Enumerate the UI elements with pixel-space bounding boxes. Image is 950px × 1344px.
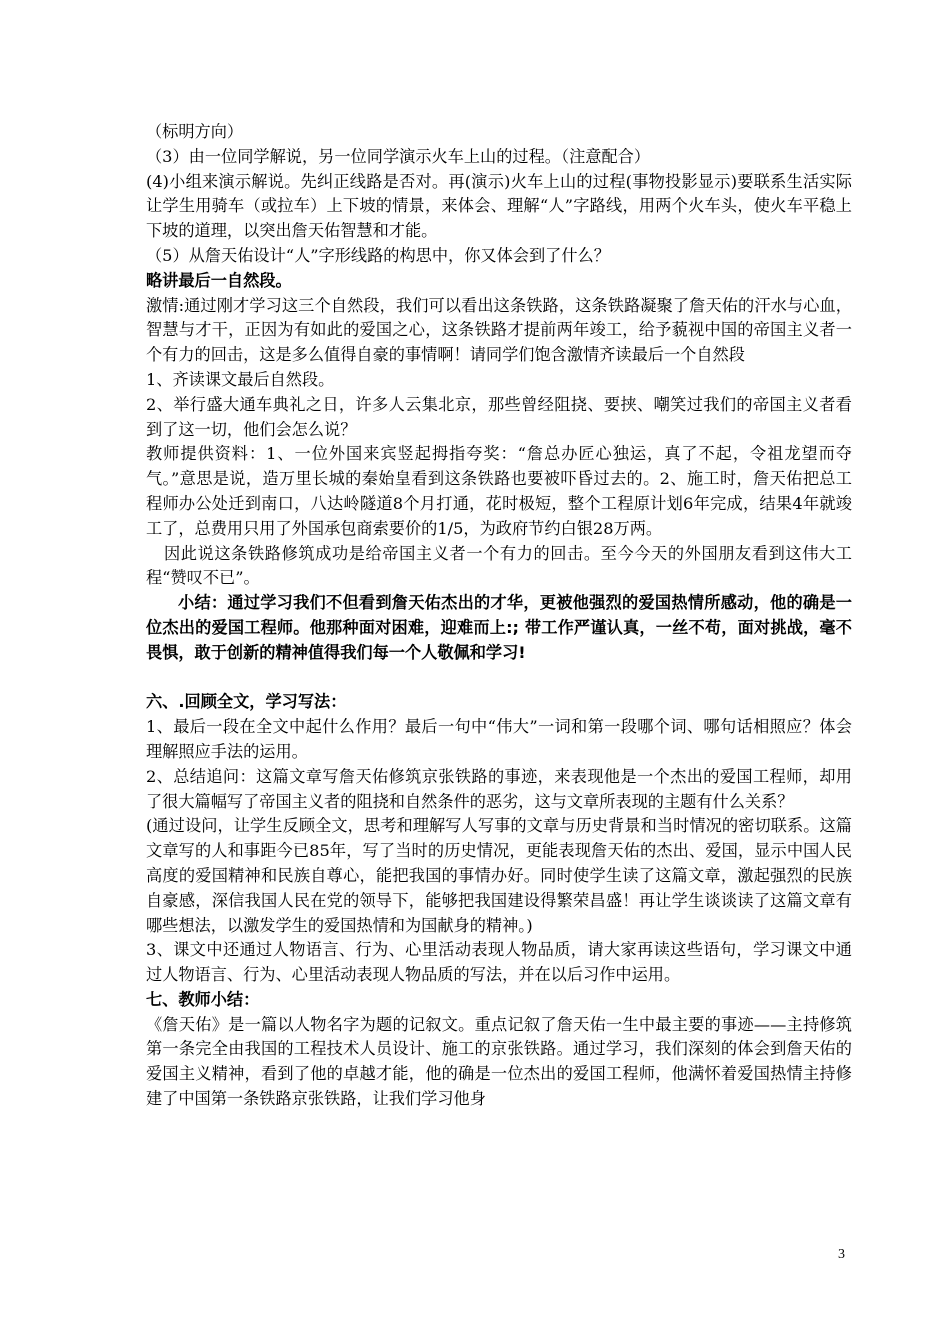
paragraph-step-5: （5）从詹天佑设计“人”字形线路的构思中，你又体会到了什么？ bbox=[146, 245, 610, 265]
paragraph-teacher-materials: 教师提供资料：1、一位外国来宾竖起拇指夸奖：“詹总办匠心独运，真了不起，令祖龙望而夺气。”意思是说，造万里长城的秦始皇看到这条铁路也要被吓昏过去的。2、施工时，詹天佑把总工程师办公处迁到南口，八达岭隧道8个月打通，花时极短，整个工程原计划6年完成，结果4年就竣工了，总费用只用了外国承包商索要价的1/5，为政府节约白银28万两。 bbox=[146, 444, 852, 538]
section-heading-teacher-summary: 七、教师小结： bbox=[146, 989, 260, 1009]
document-body bbox=[146, 120, 852, 1112]
section-heading-last-paragraph: 略讲最后一自然段。 bbox=[146, 270, 292, 290]
paragraph-review-explanation: (通过设问，让学生反顾全文，思考和理解写人写事的文章与历史背景和当时情况的密切联系。这篇文章写的人和事距今已85年，写了当时的历史情况，更能表现詹天佑的杰出、爱国，显示中国人民高度的爱国精神和民族自尊心，能把我国的事情办好。同时使学生读了这篇文章，激起强烈的民族自豪感，深信我国人民在党的领导下，能够把我国建设得繁荣昌盛！再让学生谈谈读了这篇文章有哪些想法，以激发学生的爱国热情和为国献身的精神。) bbox=[146, 816, 852, 935]
paragraph-passion: 激情:通过刚才学习这三个自然段，我们可以看出这条铁路，这条铁路凝聚了詹天佑的汗水与心血，智慧与才干，正因为有如此的爱国之心，这条铁路才提前两年竣工，给予藐视中国的帝国主义者一个有力的回击，这是多么值得自豪的事情啊！请同学们饱含激情齐读最后一个自然段 bbox=[146, 295, 852, 365]
paragraph-direction-note: （标明方向） bbox=[146, 122, 244, 141]
paragraph-teacher-summary: 《詹天佑》是一篇以人物名字为题的记叙文。重点记叙了詹天佑一生中最主要的事迹——主持修筑第一条完全由我国的工程技术人员设计、施工的京张铁路。通过学习，我们深刻的体会到詹天佑的爱国主义精神，看到了他的卓越才能，他的确是一位杰出的爱国工程师，他满怀着爱国热情主持修建了中国第一条铁路京张铁路，让我们学习他身 bbox=[146, 1014, 852, 1109]
paragraph-conclusion: 因此说这条铁路修筑成功是给帝国主义者一个有力的回击。至今今天的外国朋友看到这伟大工程“赞叹不已”。 bbox=[146, 543, 852, 588]
blank-line bbox=[146, 666, 852, 691]
paragraph-review-1: 1、最后一段在全文中起什么作用？最后一句中“伟大”一词和第一段哪个词、哪句话相照应？体会理解照应手法的运用。 bbox=[146, 717, 852, 761]
paragraph-read-aloud: 1、齐读课文最后自然段。 bbox=[146, 369, 335, 389]
section-heading-review: 六、.回顾全文，学习写法： bbox=[146, 692, 347, 712]
paragraph-review-3: 3、课文中还通过人物语言、行为、心里活动表现人物品质，请大家再读这些语句，学习课文中通过人物语言、行为、心里活动表现人物品质的写法，并在以后习作中运用。 bbox=[146, 940, 852, 985]
paragraph-ceremony: 2、举行盛大通车典礼之日，许多人云集北京，那些曾经阻挠、要挟、嘲笑过我们的帝国主义者看到了这一切，他们会怎么说？ bbox=[146, 394, 852, 439]
paragraph-step-4: (4)小组来演示解说。先纠正线路是否对。再(演示)火车上山的过程(事物投影显示)要联系生活实际让学生用骑车（或拉车）上下坡的情景，来体会、理解“人”字路线，用两个火车头，使火车平稳上下坡的道理，以突出詹天佑智慧和才能。 bbox=[146, 171, 852, 241]
paragraph-summary: 小结：通过学习我们不但看到詹天佑杰出的才华，更被他强烈的爱国热情所感动，他的确是一位杰出的爱国工程师。他那种面对困难，迎难而上:; 带工作严谨认真，一丝不苟，面对挑战，毫不畏惧，敢于创新的精神值得我们每一个人敬佩和学习! bbox=[146, 593, 852, 662]
page-number: 3 bbox=[838, 1247, 845, 1262]
paragraph-review-2: 2、总结追问：这篇文章写詹天佑修筑京张铁路的事迹，来表现他是一个杰出的爱国工程师，却用了很大篇幅写了帝国主义者的阻挠和自然条件的恶劣，这与文章所表现的主题有什么关系？ bbox=[146, 766, 852, 811]
paragraph-step-3: （3）由一位同学解说，另一位同学演示火车上山的过程。（注意配合） bbox=[146, 146, 651, 166]
